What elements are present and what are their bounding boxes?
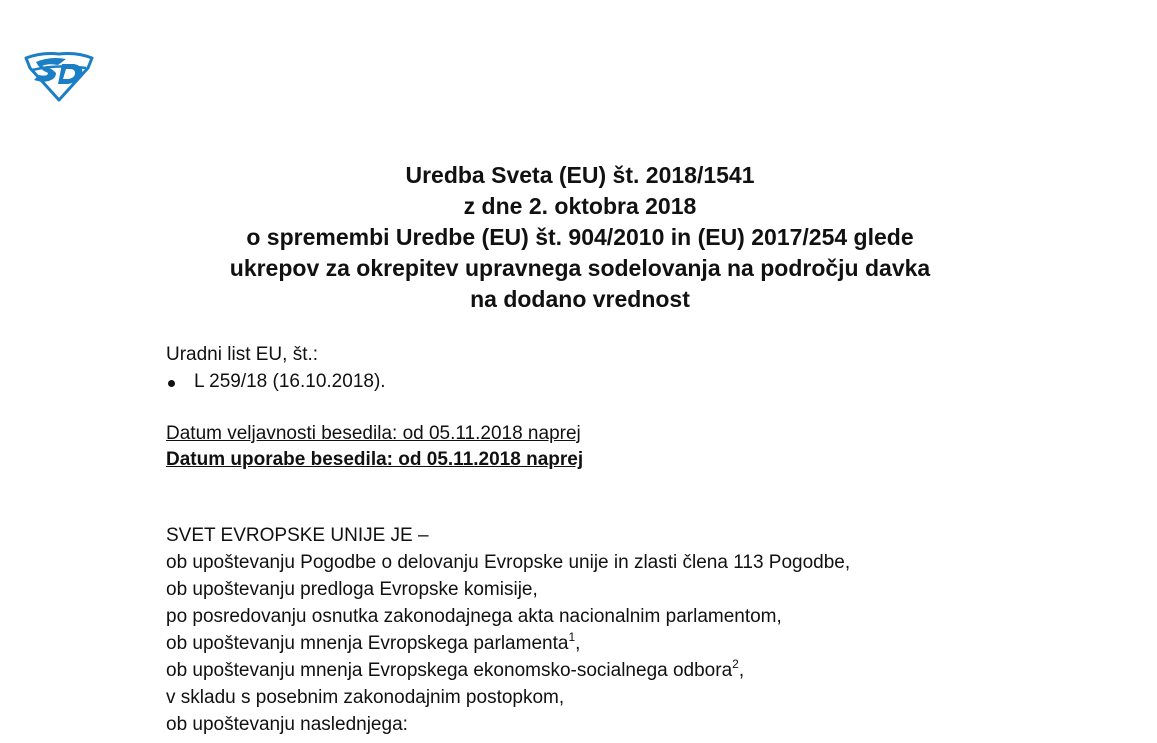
- preamble-heading: SVET EVROPSKE UNIJE JE –: [166, 525, 429, 546]
- preamble-line: ob upoštevanju mnenja Evropskega parlamenta$^1$,: [166, 630, 581, 654]
- preamble: [166, 522, 1126, 738]
- title-line: na dodano vrednost: [470, 286, 690, 312]
- gazette-item-text: L 259/18 (16.10.2018).: [194, 370, 386, 392]
- footnote-ref[interactable]: 2: [732, 657, 739, 671]
- preamble-line: ob upoštevanju mnenja Evropskega ekonomsko-socialnega odbora$^2$,: [166, 657, 745, 681]
- title-line: ukrepov za okrepitev upravnega sodelovanja na področju davka: [229, 255, 931, 281]
- gazette-list-item: [166, 369, 1126, 396]
- footnote-ref[interactable]: 1: [568, 630, 576, 644]
- application-date: Datum uporabe besedila: od 05.11.2018 naprej: [166, 449, 584, 470]
- validity-date: Datum veljavnosti besedila: od 05.11.2018 naprej: [166, 423, 581, 444]
- preamble-line: v skladu s posebnim zakonodajnim postopkom,: [166, 687, 565, 708]
- shield-logo-icon: [22, 50, 96, 104]
- gazette-label: Uradni list EU, št.:: [166, 344, 319, 365]
- title-line: o spremembi Uredbe (EU) št. 904/2010 in (EU) 2017/254 glede: [246, 224, 914, 250]
- gazette-reference: [166, 342, 1126, 395]
- document-title: [130, 160, 1030, 315]
- preamble-line: ob upoštevanju predloga Evropske komisije,: [166, 579, 538, 600]
- bullet-icon: [168, 380, 175, 387]
- preamble-line: po posredovanju osnutka zakonodajnega akta nacionalnim parlamentom,: [166, 606, 782, 627]
- preamble-line: ob upoštevanju Pogodbe o delovanju Evropske unije in zlasti člena 113 Pogodbe,: [166, 552, 851, 573]
- title-line: Uredba Sveta (EU) št. 2018/1541: [405, 162, 755, 188]
- validity-block: [166, 421, 583, 473]
- title-line: z dne 2. oktobra 2018: [463, 193, 697, 219]
- preamble-line: ob upoštevanju naslednjega:: [166, 714, 408, 735]
